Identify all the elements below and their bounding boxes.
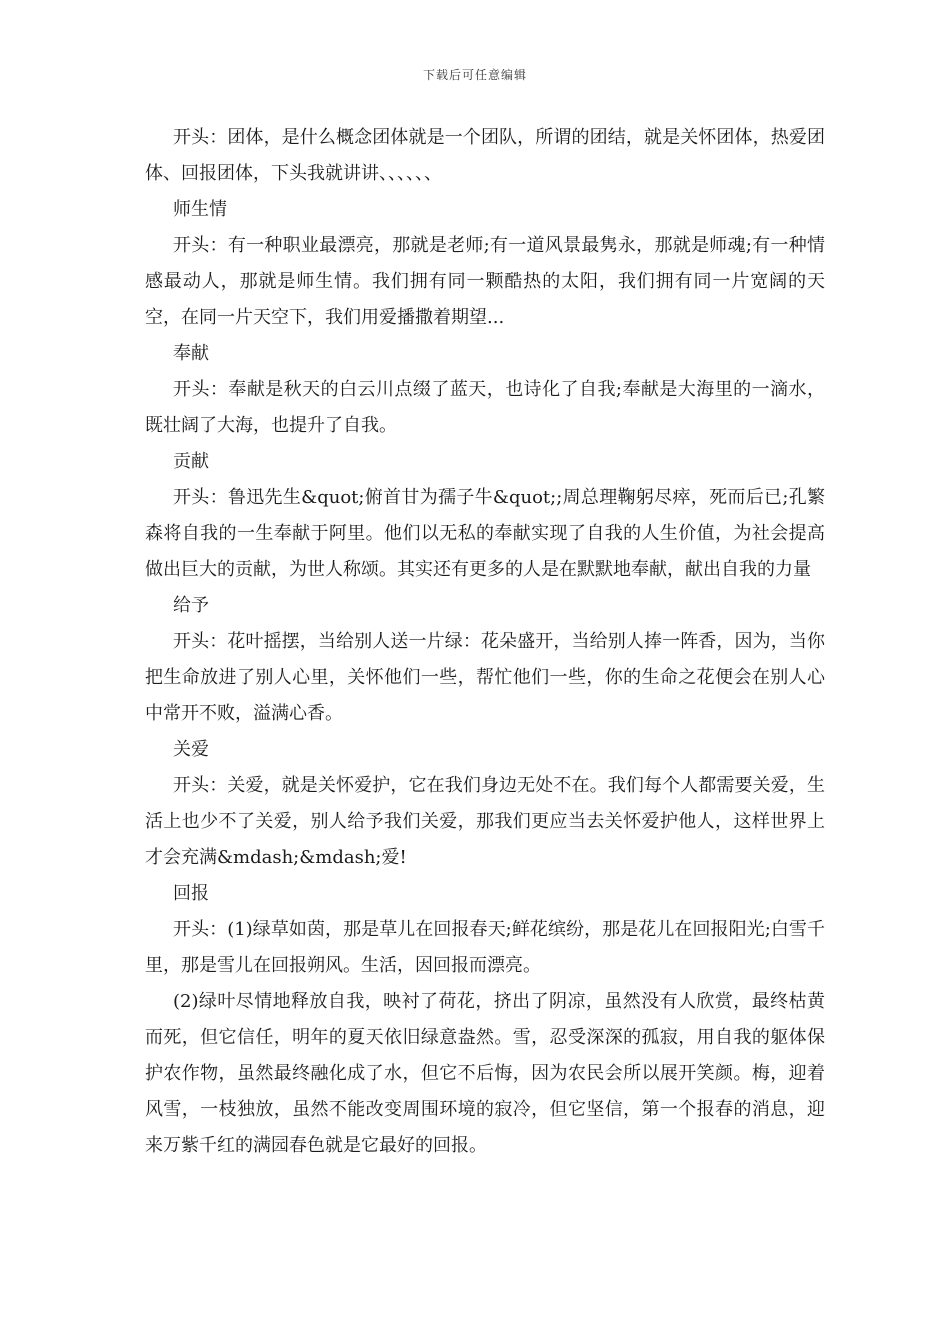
section-heading-care: 关爱 bbox=[173, 739, 209, 760]
opening-paragraph-teacher-student: 开头：有一种职业最漂亮，那就是老师;有一道风景最隽永，那就是师魂;有一种情感最动人，那就是师生情。我们拥有同一颗酷热的太阳，我们拥有同一片宽阔的天空，在同一片天空下，我们用爱播撒着期望... bbox=[145, 235, 825, 328]
section-heading-teacher-student: 师生情 bbox=[173, 199, 227, 220]
section-heading-giving: 给予 bbox=[173, 595, 209, 616]
opening-paragraph-team: 开头：团体，是什么概念团体就是一个团队，所谓的团结，就是关怀团体，热爱团体、回报团体，下头我就讲讲、、、、、、 bbox=[145, 127, 825, 184]
opening-paragraph-contribution: 开头：鲁迅先生&quot;俯首甘为孺子牛&quot;;周总理鞠躬尽瘁，死而后已;孔繁森将自我的一生奉献于阿里。他们以无私的奉献实现了自我的人生价值，为社会提高做出巨大的贡献，为世人称颂。其实还有更多的人是在默默地奉献，献出自我的力量 bbox=[145, 487, 825, 580]
opening-paragraph-giving: 开头：花叶摇摆，当给别人送一片绿：花朵盛开，当给别人捧一阵香，因为，当你把生命放进了别人心里，关怀他们一些，帮忙他们一些，你的生命之花便会在别人心中常开不败，溢满心香。 bbox=[145, 631, 825, 724]
header-note: 下载后可任意编辑 bbox=[422, 68, 527, 82]
opening-paragraph-dedication: 开头：奉献是秋天的白云川点缀了蓝天，也诗化了自我;奉献是大海里的一滴水，既壮阔了大海，也提升了自我。 bbox=[145, 379, 825, 436]
section-heading-repay: 回报 bbox=[173, 883, 209, 904]
extra-paragraph-repay: (2)绿叶尽情地释放自我，映衬了荷花，挤出了阴凉，虽然没有人欣赏，最终枯黄而死，但它信任，明年的夏天依旧绿意盎然。雪，忍受深深的孤寂，用自我的躯体保护农作物，虽然最终融化成了水，但它不后悔，因为农民会所以展开笑颜。梅，迎着风雪，一枝独放，虽然不能改变周围环境的寂冷，但它坚信，第一个报春的消息，迎来万紫千红的满园春色就是它最好的回报。 bbox=[145, 991, 825, 1156]
section-heading-contribution: 贡献 bbox=[173, 451, 209, 472]
opening-paragraph-care: 开头：关爱，就是关怀爱护，它在我们身边无处不在。我们每个人都需要关爱，生活上也少不了关爱，别人给予我们关爱，那我们更应当去关怀爱护他人，这样世界上才会充满&mdash;&mdash;爱! bbox=[145, 775, 825, 868]
opening-paragraph-repay: 开头：(1)绿草如茵，那是草儿在回报春天;鲜花缤纷，那是花儿在回报阳光;白雪千里，那是雪儿在回报朔风。生活，因回报而漂亮。 bbox=[145, 919, 825, 976]
document-body bbox=[145, 120, 825, 1164]
section-heading-dedication: 奉献 bbox=[173, 343, 209, 364]
